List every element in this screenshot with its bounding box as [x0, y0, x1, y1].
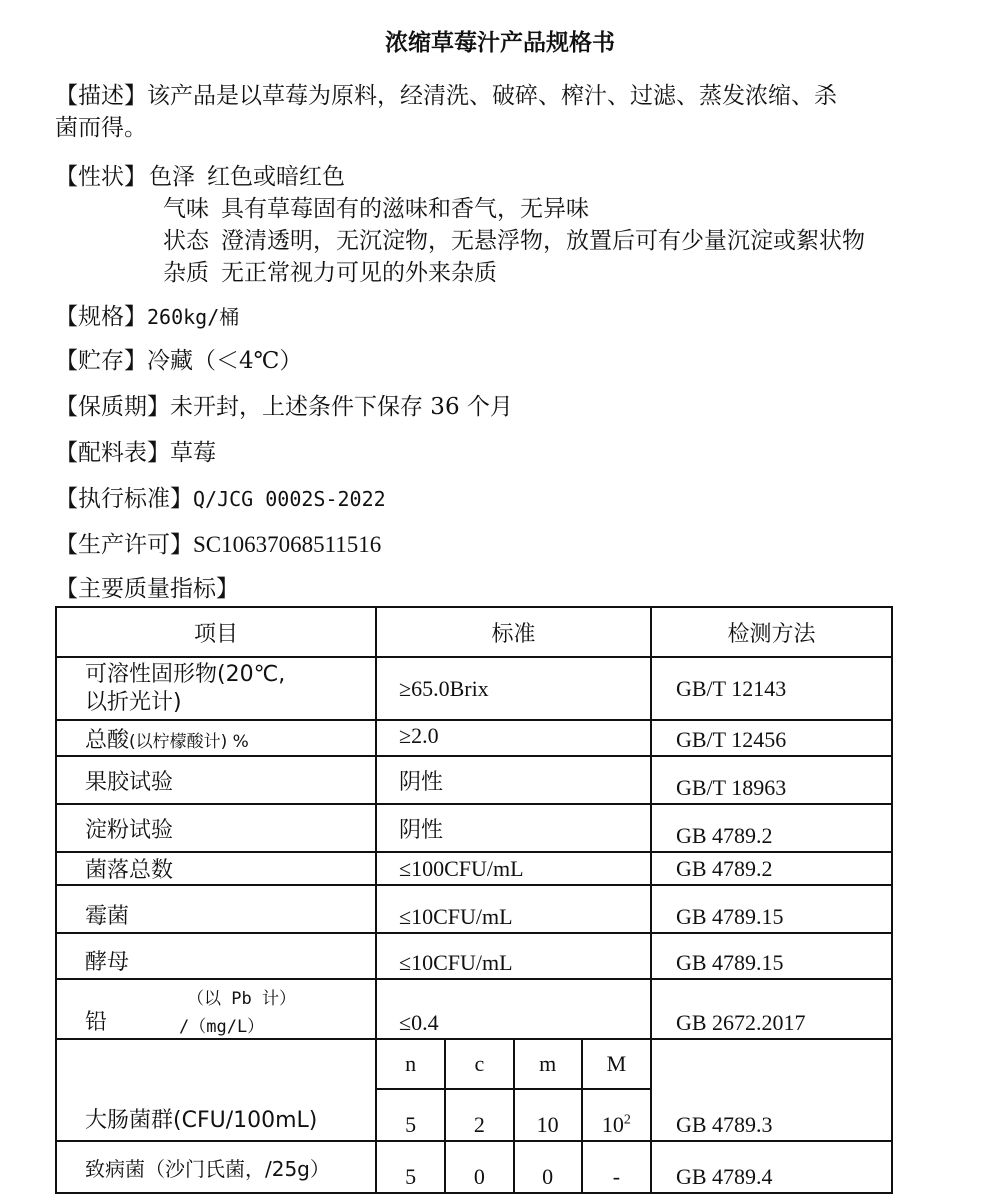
sub-value-m: 10 — [514, 1089, 582, 1140]
header-item: 项目 — [56, 607, 376, 657]
table-row — [56, 657, 892, 720]
storage-value: 冷藏（＜4℃） — [147, 348, 303, 374]
shelf-life-value: 未开封，上述条件下保存 36 个月 — [170, 394, 513, 420]
description-line-2: 菌而得。 — [55, 115, 147, 141]
ingredients-line — [55, 438, 216, 468]
standard-line — [55, 484, 386, 514]
spec-value: 260kg/桶 — [147, 305, 240, 329]
sub-header-row — [377, 1040, 650, 1089]
ingredients-value: 草莓 — [170, 440, 216, 466]
property-value: 具有草莓固有的滋味和香气，无异味 — [221, 196, 589, 222]
property-value: 红色或暗红色 — [207, 164, 345, 190]
standard-cell: ≤100CFU/mL — [376, 852, 651, 885]
properties-label: 【性状】 — [55, 164, 147, 190]
item-cell: 淀粉试验 — [56, 804, 376, 852]
table-row — [56, 885, 892, 933]
standard-cell: ≥2.0 — [376, 720, 651, 756]
sub-value-row — [377, 1142, 650, 1192]
standard-cell: ≤10CFU/mL — [376, 885, 651, 933]
sub-header-m: m — [514, 1040, 582, 1089]
item-cell — [56, 657, 376, 720]
item-cell: 菌落总数 — [56, 852, 376, 885]
standard-cell: ≤10CFU/mL — [376, 933, 651, 979]
item-cell: 大肠菌群(CFU/100mL) — [56, 1039, 376, 1141]
description-line — [55, 81, 837, 111]
item-note: (以柠檬酸计) % — [129, 731, 249, 752]
method-cell: GB/T 12456 — [651, 720, 892, 756]
license-line — [55, 530, 381, 560]
method-cell: GB 4789.4 — [651, 1141, 892, 1193]
property-color — [55, 162, 345, 192]
method-cell: GB/T 18963 — [651, 756, 892, 804]
standard-cell: 阴性 — [376, 756, 651, 804]
table-row — [56, 852, 892, 885]
method-cell: GB 4789.2 — [651, 804, 892, 852]
pathogen-subtable — [377, 1142, 650, 1192]
header-method: 检测方法 — [651, 607, 892, 657]
item-cell — [56, 979, 376, 1039]
coliform-grid-cell — [376, 1039, 651, 1141]
item-cell: 果胶试验 — [56, 756, 376, 804]
method-cell: GB 4789.15 — [651, 885, 892, 933]
sub-value-M-exp: 2 — [623, 1112, 631, 1128]
storage-line — [55, 346, 302, 376]
table-row — [56, 804, 892, 852]
sub-value-n: 5 — [377, 1142, 445, 1192]
sub-value-m: 0 — [514, 1142, 582, 1192]
sub-header-M: M — [582, 1040, 650, 1089]
item-cell: 霉菌 — [56, 885, 376, 933]
property-name: 状态 — [163, 228, 209, 254]
quality-table — [55, 606, 893, 1194]
property-impurity — [163, 258, 497, 288]
lead-note-2: /（mg/L） — [179, 1017, 265, 1037]
standard-cell: 阴性 — [376, 804, 651, 852]
item-text: 铅 — [85, 1010, 108, 1035]
shelf-life-label: 【保质期】 — [55, 394, 170, 420]
table-row-coliform — [56, 1039, 892, 1141]
sub-value-n: 5 — [377, 1089, 445, 1140]
item-cell: 致病菌（沙门氏菌，/25g） — [56, 1141, 376, 1193]
sub-value-row — [377, 1089, 650, 1140]
item-line-2: 以折光计) — [85, 689, 182, 715]
item-cell: 酵母 — [56, 933, 376, 979]
property-value: 无正常视力可见的外来杂质 — [221, 260, 497, 286]
license-label: 【生产许可】 — [55, 532, 193, 558]
method-cell: GB 4789.15 — [651, 933, 892, 979]
table-row — [56, 979, 892, 1039]
sub-value-M-base: 10 — [601, 1112, 624, 1137]
pathogen-grid-cell — [376, 1141, 651, 1193]
storage-label: 【贮存】 — [55, 348, 147, 374]
property-state — [163, 226, 865, 256]
item-line-1: 可溶性固形物(20℃, — [85, 661, 286, 687]
standard-cell: ≤0.4 — [376, 979, 651, 1039]
table-row — [56, 756, 892, 804]
spec-label: 【规格】 — [55, 304, 147, 330]
description-label: 【描述】 — [55, 83, 147, 109]
property-value: 澄清透明，无沉淀物，无悬浮物，放置后可有少量沉淀或絮状物 — [221, 228, 865, 254]
sub-header-n: n — [377, 1040, 445, 1089]
method-cell: GB 4789.3 — [651, 1039, 892, 1141]
item-text: 总酸 — [85, 727, 130, 753]
table-row — [56, 933, 892, 979]
standard-label: 【执行标准】 — [55, 486, 193, 512]
sub-value-M: - — [612, 1164, 621, 1189]
table-row — [56, 720, 892, 756]
property-smell — [163, 194, 589, 224]
property-name: 气味 — [163, 196, 209, 222]
description-text: 该产品是以草莓为原料，经清洗、破碎、榨汁、过滤、蒸发浓缩、杀 — [147, 83, 837, 109]
shelf-life-line — [55, 392, 513, 422]
coliform-subtable — [377, 1040, 650, 1140]
page-title: 浓缩草莓汁产品规格书 — [385, 30, 615, 56]
property-name: 色泽 — [149, 164, 195, 190]
main-indicators-heading: 【主要质量指标】 — [55, 576, 239, 602]
spec-line — [55, 302, 239, 332]
table-header-row — [56, 607, 892, 657]
method-cell: GB 4789.2 — [651, 852, 892, 885]
sub-value-c: 2 — [445, 1089, 513, 1140]
table-row-pathogen — [56, 1141, 892, 1193]
sub-header-c: c — [445, 1040, 513, 1089]
standard-value: Q/JCG 0002S-2022 — [193, 487, 386, 511]
item-cell — [56, 720, 376, 756]
sub-value-M — [582, 1089, 650, 1140]
license-value: SC10637068511516 — [193, 532, 382, 557]
method-cell: GB/T 12143 — [651, 657, 892, 720]
method-cell: GB 2672.2017 — [651, 979, 892, 1039]
header-standard: 标准 — [376, 607, 651, 657]
lead-note-1: （以 Pb 计） — [187, 989, 296, 1009]
ingredients-label: 【配料表】 — [55, 440, 170, 466]
property-name: 杂质 — [163, 260, 209, 286]
sub-value-c: 0 — [445, 1142, 513, 1192]
standard-cell: ≥65.0Brix — [376, 657, 651, 720]
